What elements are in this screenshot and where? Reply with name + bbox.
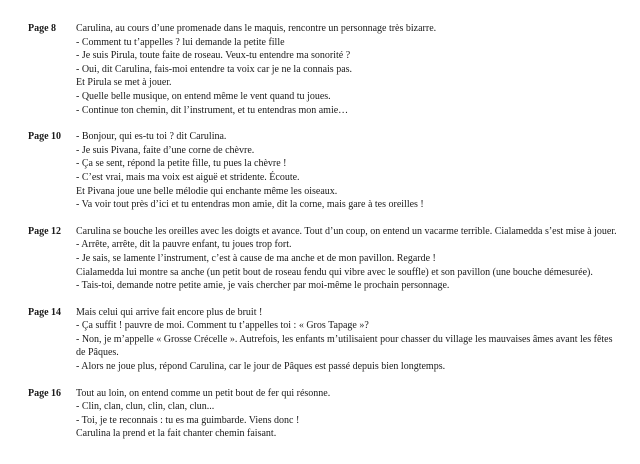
text-line: Et Pirula se met à jouer. [76, 77, 172, 89]
section-text [76, 22, 620, 117]
text-line: Carulina, au cours d’une promenade dans le maquis, rencontre un personnage très bizarre. [76, 23, 437, 34]
text-line: Et Pivana joue une belle mélodie qui enchante même les oiseaux. [76, 185, 338, 197]
text-line: Cialamedda lui montre sa anche (un petit bout de roseau fendu qui vibre avec le souffle) et son pavillon (une bouche démesurée). [76, 266, 593, 278]
section-page-10 [28, 130, 620, 212]
page-label: Page 16 [28, 387, 62, 399]
text-line: - Bonjour, qui es-tu toi ? dit Carulina. [76, 131, 227, 143]
text-line: - Je suis Pivana, faite d’une corne de chèvre. [76, 144, 255, 156]
page-label: Page 8 [28, 23, 57, 34]
document-body [28, 22, 620, 454]
text-line: - Alors ne joue plus, répond Carulina, car le jour de Pâques est passé depuis bien longtemps. [76, 361, 446, 373]
text-line: - Je sais, se lamente l’instrument, c’est à cause de ma anche et de mon pavillon. Regarde ! [76, 252, 436, 264]
section-text [76, 225, 620, 293]
section-page-12 [28, 225, 620, 293]
text-line: Carulina se bouche les oreilles avec les doigts et avance. Tout d’un coup, on entend un vacarme terrible. Cialamedda s’est mise à jouer. [76, 225, 617, 237]
text-line: Tout au loin, on entend comme un petit bout de fer qui résonne. [76, 387, 331, 399]
page-label: Page 12 [28, 225, 62, 237]
text-line: - Arrête, arrête, dit la pauvre enfant, tu joues trop fort. [76, 239, 292, 251]
text-line: - Non, je m’appelle « Grosse Crécelle ». Autrefois, les enfants m’utilisaient pour chasser du village les mauvaises âmes avant les fêtes de Pâques. [76, 333, 613, 359]
text-line: - Va voir tout près d’ici et tu entendras mon amie, dit la corne, mais gare à tes oreilles ! [76, 199, 424, 211]
text-line: - C’est vrai, mais ma voix est aiguë et stridente. Écoute. [76, 171, 300, 183]
text-line: Mais celui qui arrive fait encore plus de bruit ! [76, 306, 263, 318]
section-text [76, 130, 620, 212]
text-line: - Oui, dit Carulina, fais-moi entendre ta voix car je ne la connais pas. [76, 63, 353, 75]
section-page-14 [28, 306, 620, 374]
page-label: Page 10 [28, 131, 62, 143]
text-line: Carulina la prend et la fait chanter chemin faisant. [76, 428, 277, 440]
text-line: - Quelle belle musique, on entend même le vent quand tu joues. [76, 90, 331, 102]
text-line: - Continue ton chemin, dit l’instrument, et tu entendras mon amie… [76, 104, 349, 116]
text-line: - Toi, je te reconnais : tu es ma guimbarde. Viens donc ! [76, 414, 300, 426]
text-line: - Clin, clan, clun, clin, clan, clun... [76, 401, 215, 413]
text-line: - Ça suffit ! pauvre de moi. Comment tu t’appelles toi : « Gros Tapage »? [76, 320, 369, 332]
text-line: - Ça se sent, répond la petite fille, tu pues la chèvre ! [76, 158, 287, 170]
text-line: - Tais-toi, demande notre petite amie, je vais chercher par moi-même le prochain personnage. [76, 280, 450, 292]
text-line: - Comment tu t’appelles ? lui demande la petite fille [76, 36, 285, 48]
page-label: Page 14 [28, 306, 62, 318]
text-line: - Je suis Pirula, toute faite de roseau. Veux-tu entendre ma sonorité ? [76, 50, 351, 62]
section-text [76, 306, 620, 374]
section-page-16 [28, 387, 620, 441]
section-text [76, 387, 620, 441]
section-page-8 [28, 22, 620, 117]
